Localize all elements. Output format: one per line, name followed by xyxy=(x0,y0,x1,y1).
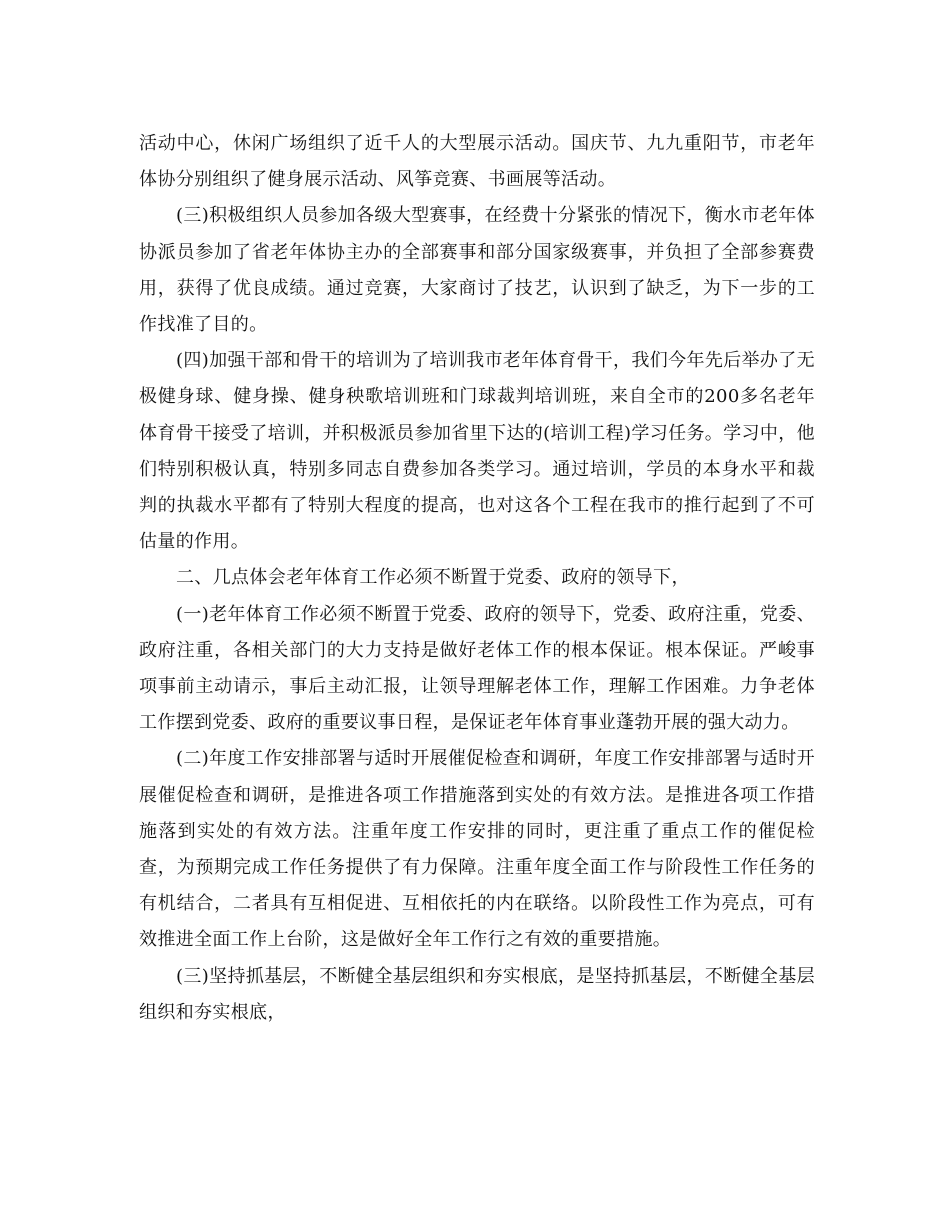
paragraph-section-4-training: (四)加强干部和骨干的培训为了培训我市老年体育骨干，我们今年先后举办了无极健身球、健身操、健身秧歌培训班和门球裁判培训班，来自全市的200多名老年体育骨干接受了培训，并积极派员参加省里下达的(培训工程)学习任务。学习中，他们特别积极认真，特别多同志自费参加各类学习。通过培训，学员的本身水平和裁判的执裁水平都有了特别大程度的提高，也对这各个工程在我市的推行起到了不可估量的作用。 xyxy=(139,350,815,553)
paragraph-section-3-events: (三)积极组织人员参加各级大型赛事，在经费十分紧张的情况下，衡水市老年体协派员参加了省老年体协主办的全部赛事和部分国家级赛事，并负担了全部参赛费用，获得了优良成绩。通过竞赛，大家商讨了技艺，认识到了缺乏，为下一步的工作找准了目的。 xyxy=(139,205,815,336)
paragraph-experience-2-planning: (二)年度工作安排部署与适时开展催促检查和调研，年度工作安排部署与适时开展催促检查和调研，是推进各项工作措施落到实处的有效方法。是推进各项工作措施落到实处的有效方法。注重年度工作安排的同时，更注重了重点工作的催促检查，为预期完成工作任务提供了有力保障。注重年度全面工作与阶段性工作任务的有机结合，二者具有互相促进、互相依托的内在联络。以阶段性工作为亮点，可有效推进全面工作上台阶，这是做好全年工作行之有效的重要措施。 xyxy=(139,748,815,951)
paragraph-heading-experiences: 二、几点体会老年体育工作必须不断置于党委、政府的领导下， xyxy=(176,567,690,589)
paragraph-experience-1-leadership: (一)老年体育工作必须不断置于党委、政府的领导下，党委、政府注重，党委、政府注重，各相关部门的大力支持是做好老体工作的根本保证。根本保证。严峻事项事前主动请示，事后主动汇报，让领导理解老体工作，理解工作困难。力争老体工作摆到党委、政府的重要议事日程，是保证老年体育事业蓬勃开展的强大动力。 xyxy=(139,603,815,734)
paragraph-activities-continued: 活动中心，休闲广场组织了近千人的大型展示活动。国庆节、九九重阳节，市老年体协分别组织了健身展示活动、风筝竞赛、书画展等活动。 xyxy=(139,133,815,191)
document-body xyxy=(139,126,815,1031)
paragraph-experience-3-grassroots: (三)坚持抓基层，不断健全基层组织和夯实根底，是坚持抓基层，不断健全基层组织和夯实根底， xyxy=(139,965,815,1023)
